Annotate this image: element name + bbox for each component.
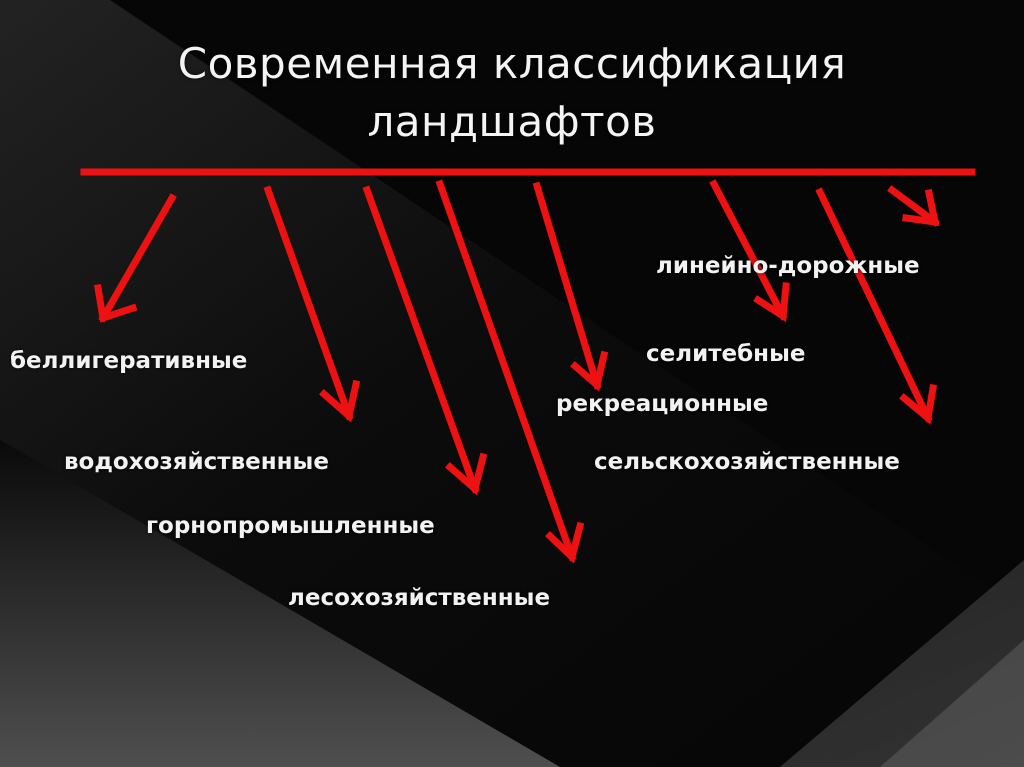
label-water: водохозяйственные xyxy=(64,449,329,475)
arrow-belligerative xyxy=(98,198,172,318)
page-title-line-2: ландшафтов xyxy=(367,97,657,146)
label-mining: горнопромышленные xyxy=(146,513,435,539)
label-residential: селитебные xyxy=(646,341,806,367)
label-forestry: лесохозяйственные xyxy=(288,585,551,611)
label-recreational: рекреационные xyxy=(556,391,769,417)
arrow-residential xyxy=(714,184,786,316)
arrow-linear-road xyxy=(892,190,935,222)
arrow-agricultural xyxy=(820,192,933,418)
page-title-line-1: Современная классификация xyxy=(177,39,847,88)
arrow-forestry xyxy=(440,184,580,557)
label-linear-road: линейно-дорожные xyxy=(656,253,920,279)
arrow-water xyxy=(268,190,356,416)
label-agricultural: сельскохозяйственные xyxy=(594,449,900,475)
label-belligerative: беллигеративные xyxy=(10,348,248,374)
arrow-mining xyxy=(367,190,483,489)
arrow-recreational xyxy=(537,186,604,385)
